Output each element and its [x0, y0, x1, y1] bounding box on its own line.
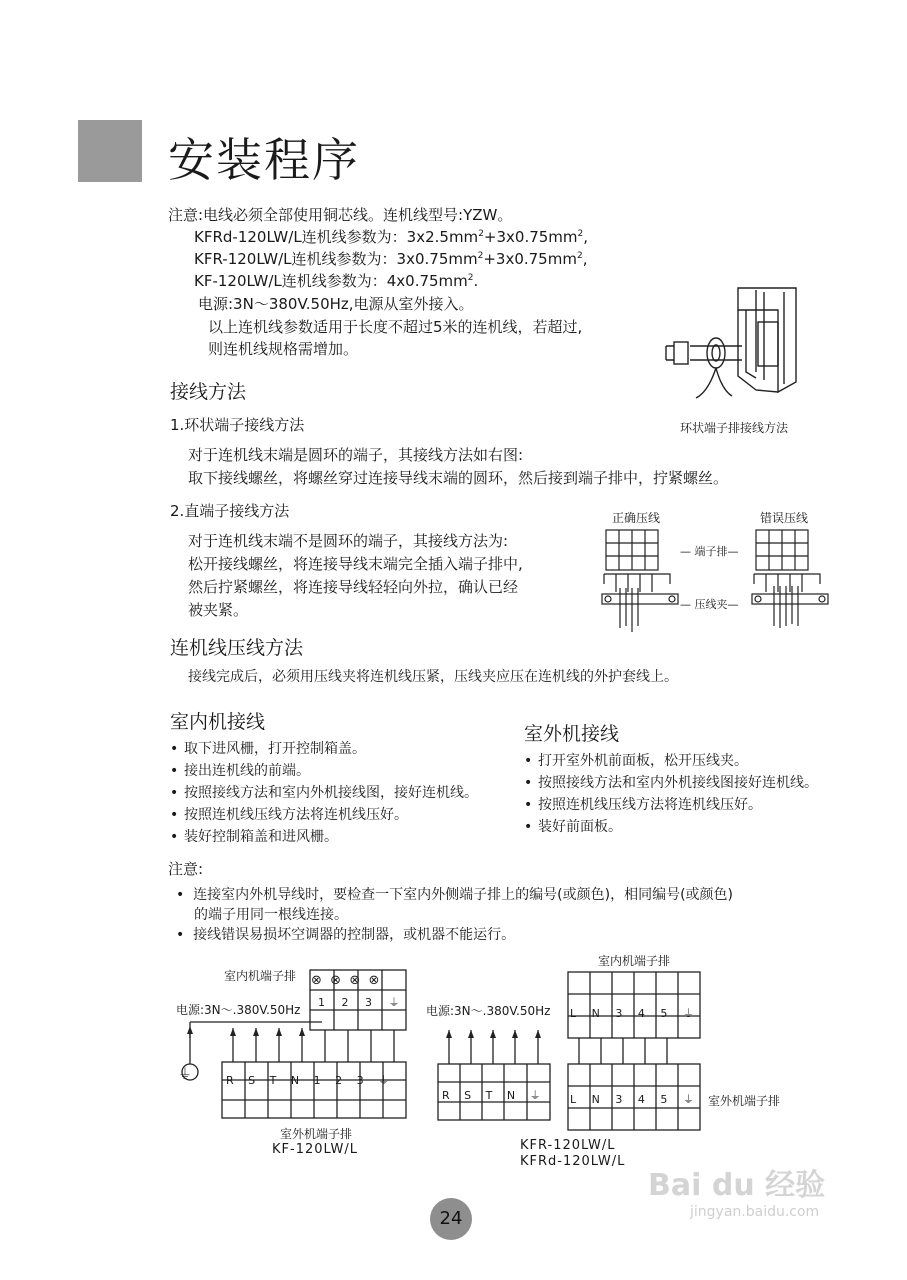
- note-kfrd-spec: KFRd-120LW/L连机线参数为：$3x2.5mm^2+3x0.75mm^2$,: [194, 228, 589, 246]
- bullet-icon: •: [176, 887, 185, 903]
- list-item: • 打开室外机前面板，松开压线夹。: [522, 750, 818, 772]
- watermark-logo: Bai du 经验: [648, 1168, 826, 1203]
- right-outdoor-terminals: L N 3 4 5 ⏚: [570, 1093, 694, 1106]
- left-wiring-diagram: [170, 966, 410, 1136]
- page-title: 安装程序: [168, 133, 360, 187]
- bullet-icon: •: [170, 785, 179, 801]
- screw-icon: ⊗: [330, 973, 342, 988]
- watermark-url: jingyan.baidu.com: [690, 1204, 820, 1220]
- right-model-1: KFR-120LW/L: [520, 1138, 616, 1153]
- wrong-clamp-label: 错误压线: [760, 511, 809, 525]
- left-model: KF-120LW/L: [272, 1142, 359, 1157]
- straight-method-text-2: 松开接线螺丝，将连接导线末端完全插入端子排中,: [188, 555, 523, 573]
- cable-clamp-label: — 压线夹—: [680, 598, 739, 611]
- list-item: • 按照接线方法和室内外机接线图接好连机线。: [522, 772, 818, 794]
- caution-item-2: • 接线错误易损坏空调器的控制器，或机器不能运行。: [176, 927, 516, 943]
- indoor-steps: [168, 738, 478, 848]
- ring-method-title: 1.环状端子接线方法: [170, 416, 305, 434]
- right-power-terminals: R S T N ⏚: [442, 1089, 541, 1102]
- list-item: • 按照接线方法和室内外机接线图，接好连机线。: [168, 782, 478, 804]
- clamp-illustration: [598, 528, 830, 648]
- clamp-text: 接线完成后，必须用压线夹将连机线压紧，压线夹应压在连机线的外护套线上。: [188, 669, 678, 685]
- right-wiring-diagram: [434, 968, 704, 1138]
- straight-method-text-4: 被夹紧。: [188, 601, 249, 619]
- bullet-icon: •: [170, 807, 179, 823]
- caution-item-1a: • 连接室内外机导线时，要检查一下室内外侧端子排上的编号(或颜色)，相同编号(或颜色): [176, 887, 734, 903]
- straight-method-title: 2.直端子接线方法: [170, 502, 290, 520]
- screw-icon: ⊗: [349, 973, 361, 988]
- clamp-heading: 连机线压线方法: [170, 637, 304, 659]
- bullet-icon: •: [524, 775, 533, 791]
- screw-icon: ⊗: [311, 973, 322, 988]
- bullet-icon: •: [170, 763, 179, 779]
- correct-clamp-label: 正确压线: [612, 511, 661, 525]
- list-item: • 接出连机线的前端。: [168, 760, 478, 782]
- ring-method-text-2: 取下接线螺丝，将螺丝穿过连接导线末端的圆环，然后接到端子排中，拧紧螺丝。: [188, 469, 729, 487]
- right-indoor-label: 室内机端子排: [598, 954, 671, 968]
- left-outdoor-terminals: R S T N 1 2 3 ⏚: [226, 1074, 390, 1087]
- bullet-icon: •: [170, 741, 179, 757]
- list-item: • 按照连机线压线方法将连机线压好。: [168, 804, 478, 826]
- list-item: • 装好前面板。: [522, 816, 818, 838]
- right-outdoor-label: 室外机端子排: [708, 1094, 781, 1108]
- list-item: • 装好控制箱盖和进风栅。: [168, 826, 478, 848]
- left-power-label: 电源:3N～.380V.50Hz: [176, 1003, 301, 1017]
- note-kf-spec: KF-120LW/L连机线参数为：$4x0.75mm^2$.: [194, 272, 479, 290]
- outdoor-steps: [522, 750, 818, 838]
- straight-method-text-1: 对于连机线末端不是圆环的端子，其接线方法为:: [188, 532, 509, 550]
- ring-method-text-1: 对于连机线末端是圆环的端子，其接线方法如右图:: [188, 446, 524, 464]
- right-indoor-terminals: L N 3 4 5 ⏚: [570, 1007, 694, 1020]
- bullet-icon: •: [524, 753, 533, 769]
- list-item: • 取下进风栅，打开控制箱盖。: [168, 738, 478, 760]
- section-marker: [78, 120, 142, 182]
- indoor-heading: 室内机接线: [170, 711, 266, 733]
- note-kfr-spec: KFR-120LW/L连机线参数为：$3x0.75mm^2+3x0.75mm^2$,: [194, 250, 588, 268]
- note-length-1: 以上连机线参数适用于长度不超过5米的连机线，若超过,: [208, 318, 583, 336]
- outdoor-heading: 室外机接线: [524, 723, 620, 745]
- bullet-icon: •: [176, 927, 185, 943]
- wiring-heading: 接线方法: [170, 381, 247, 403]
- note-line-1: 注意:电线必须全部使用铜芯线。连机线型号:YZW。: [168, 206, 513, 224]
- right-model-2: KFRd-120LW/L: [520, 1154, 626, 1169]
- bullet-icon: •: [524, 819, 533, 835]
- page-number: 24: [430, 1198, 472, 1240]
- left-indoor-terminals: 1 2 3 ⏚: [318, 996, 400, 1009]
- straight-method-text-3: 然后拧紧螺丝，将连接导线轻轻向外拉，确认已经: [188, 578, 519, 596]
- terminal-block-label: — 端子排—: [680, 545, 739, 558]
- ring-caption: 环状端子排接线方法: [680, 421, 789, 435]
- bullet-icon: •: [170, 829, 179, 845]
- ring-terminal-illustration: [660, 280, 810, 410]
- caution-item-1b: 的端子用同一根线连接。: [194, 907, 348, 923]
- bullet-icon: •: [524, 797, 533, 813]
- left-outdoor-label: 室外机端子排: [280, 1127, 353, 1141]
- right-power-label: 电源:3N～.380V.50Hz: [426, 1004, 551, 1018]
- left-indoor-label: 室内机端子排: [224, 969, 297, 983]
- screw-icon: ⊗: [368, 973, 380, 988]
- note-length-2: 则连机线规格需增加。: [208, 340, 359, 358]
- caution-heading: 注意:: [168, 860, 204, 878]
- left-ground-icon: ⏚: [178, 1067, 192, 1083]
- note-power: 电源:3N～380V.50Hz,电源从室外接入。: [198, 295, 474, 313]
- list-item: • 按照连机线压线方法将连机线压好。: [522, 794, 818, 816]
- left-indoor-screws: [311, 973, 379, 988]
